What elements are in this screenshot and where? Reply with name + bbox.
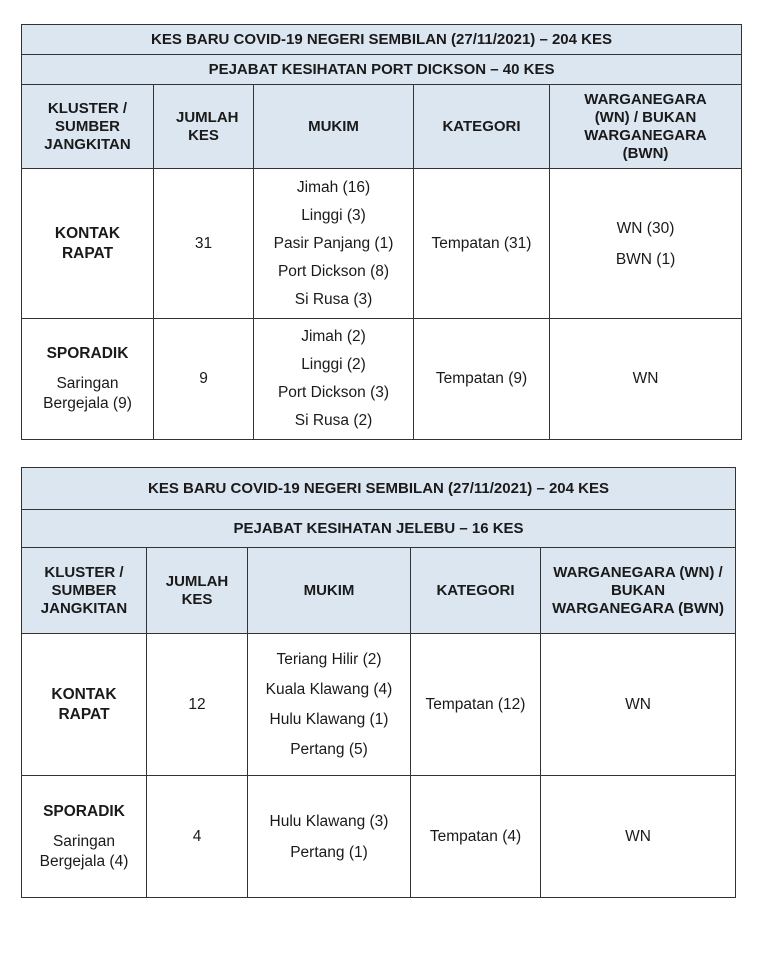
mukim-cell xyxy=(248,634,411,776)
kluster-cell xyxy=(22,776,147,898)
header-jumlah: JUMLAH KES xyxy=(147,548,248,634)
header-jumlah: JUMLAH KES xyxy=(154,85,254,169)
header-warga: WARGANEGARA (WN) / BUKAN WARGANEGARA (BWN) xyxy=(541,548,736,634)
kategori-cell: Tempatan (9) xyxy=(414,319,550,440)
table-subtitle: PEJABAT KESIHATAN PORT DICKSON – 40 KES xyxy=(22,55,742,85)
table-row xyxy=(22,319,742,440)
warga-cell xyxy=(550,169,742,319)
mukim-cell xyxy=(248,776,411,898)
kategori-cell: Tempatan (12) xyxy=(411,634,541,776)
mukim-item: Pertang (1) xyxy=(290,843,368,861)
mukim-item: Pertang (5) xyxy=(290,740,368,758)
table-row xyxy=(22,634,736,776)
table-title: KES BARU COVID-19 NEGERI SEMBILAN (27/11/2021) – 204 KES xyxy=(22,25,742,55)
mukim-item: Jimah (2) xyxy=(301,328,366,345)
mukim-item: Port Dickson (3) xyxy=(277,384,390,401)
kategori-cell: Tempatan (31) xyxy=(414,169,550,319)
mukim-item: Si Rusa (2) xyxy=(294,412,373,429)
jumlah-cell: 12 xyxy=(147,634,248,776)
header-kategori: KATEGORI xyxy=(414,85,550,169)
mukim-item: Jimah (16) xyxy=(296,178,371,196)
mukim-item: Linggi (2) xyxy=(301,356,366,373)
table-row xyxy=(22,169,742,319)
mukim-item: Si Rusa (3) xyxy=(294,290,373,308)
header-warga: WARGANEGARA (WN) / BUKAN WARGANEGARA (BWN) xyxy=(550,85,742,169)
header-kategori: KATEGORI xyxy=(411,548,541,634)
kluster-cell: KONTAK RAPAT xyxy=(22,169,154,319)
mukim-item: Teriang Hilir (2) xyxy=(276,650,382,668)
header-kluster: KLUSTER / SUMBER JANGKITAN xyxy=(22,548,147,634)
mukim-item: Hulu Klawang (1) xyxy=(269,710,389,728)
mukim-item: Pasir Panjang (1) xyxy=(273,234,394,252)
case-table-jelebu xyxy=(21,467,736,898)
case-table-port-dickson xyxy=(21,24,742,440)
warga-item: WN xyxy=(625,695,651,713)
header-kluster: KLUSTER / SUMBER JANGKITAN xyxy=(22,85,154,169)
header-mukim: MUKIM xyxy=(248,548,411,634)
kluster-sub: Saringan Bergejala (4) xyxy=(39,832,129,870)
mukim-item: Hulu Klawang (3) xyxy=(269,812,389,830)
jumlah-cell: 31 xyxy=(154,169,254,319)
warga-cell xyxy=(541,634,736,776)
table-row xyxy=(22,776,736,898)
kluster-sub: Saringan Bergejala (9) xyxy=(43,375,132,412)
kluster-label: SPORADIK xyxy=(46,345,129,362)
table-title: KES BARU COVID-19 NEGERI SEMBILAN (27/11/2021) – 204 KES xyxy=(22,468,736,510)
kluster-cell xyxy=(22,319,154,440)
mukim-cell xyxy=(254,169,414,319)
warga-item: BWN (1) xyxy=(615,250,676,268)
warga-item: WN (30) xyxy=(616,219,675,237)
jumlah-cell: 9 xyxy=(154,319,254,440)
mukim-item: Port Dickson (8) xyxy=(277,262,390,280)
warga-item: WN xyxy=(632,370,659,387)
header-mukim: MUKIM xyxy=(254,85,414,169)
mukim-item: Linggi (3) xyxy=(301,206,366,224)
table-subtitle: PEJABAT KESIHATAN JELEBU – 16 KES xyxy=(22,510,736,548)
warga-item: WN xyxy=(625,827,651,845)
jumlah-cell: 4 xyxy=(147,776,248,898)
kluster-cell: KONTAK RAPAT xyxy=(22,634,147,776)
kluster-label: SPORADIK xyxy=(43,802,125,820)
mukim-cell xyxy=(254,319,414,440)
kategori-cell: Tempatan (4) xyxy=(411,776,541,898)
warga-cell xyxy=(550,319,742,440)
warga-cell xyxy=(541,776,736,898)
mukim-item: Kuala Klawang (4) xyxy=(265,680,393,698)
